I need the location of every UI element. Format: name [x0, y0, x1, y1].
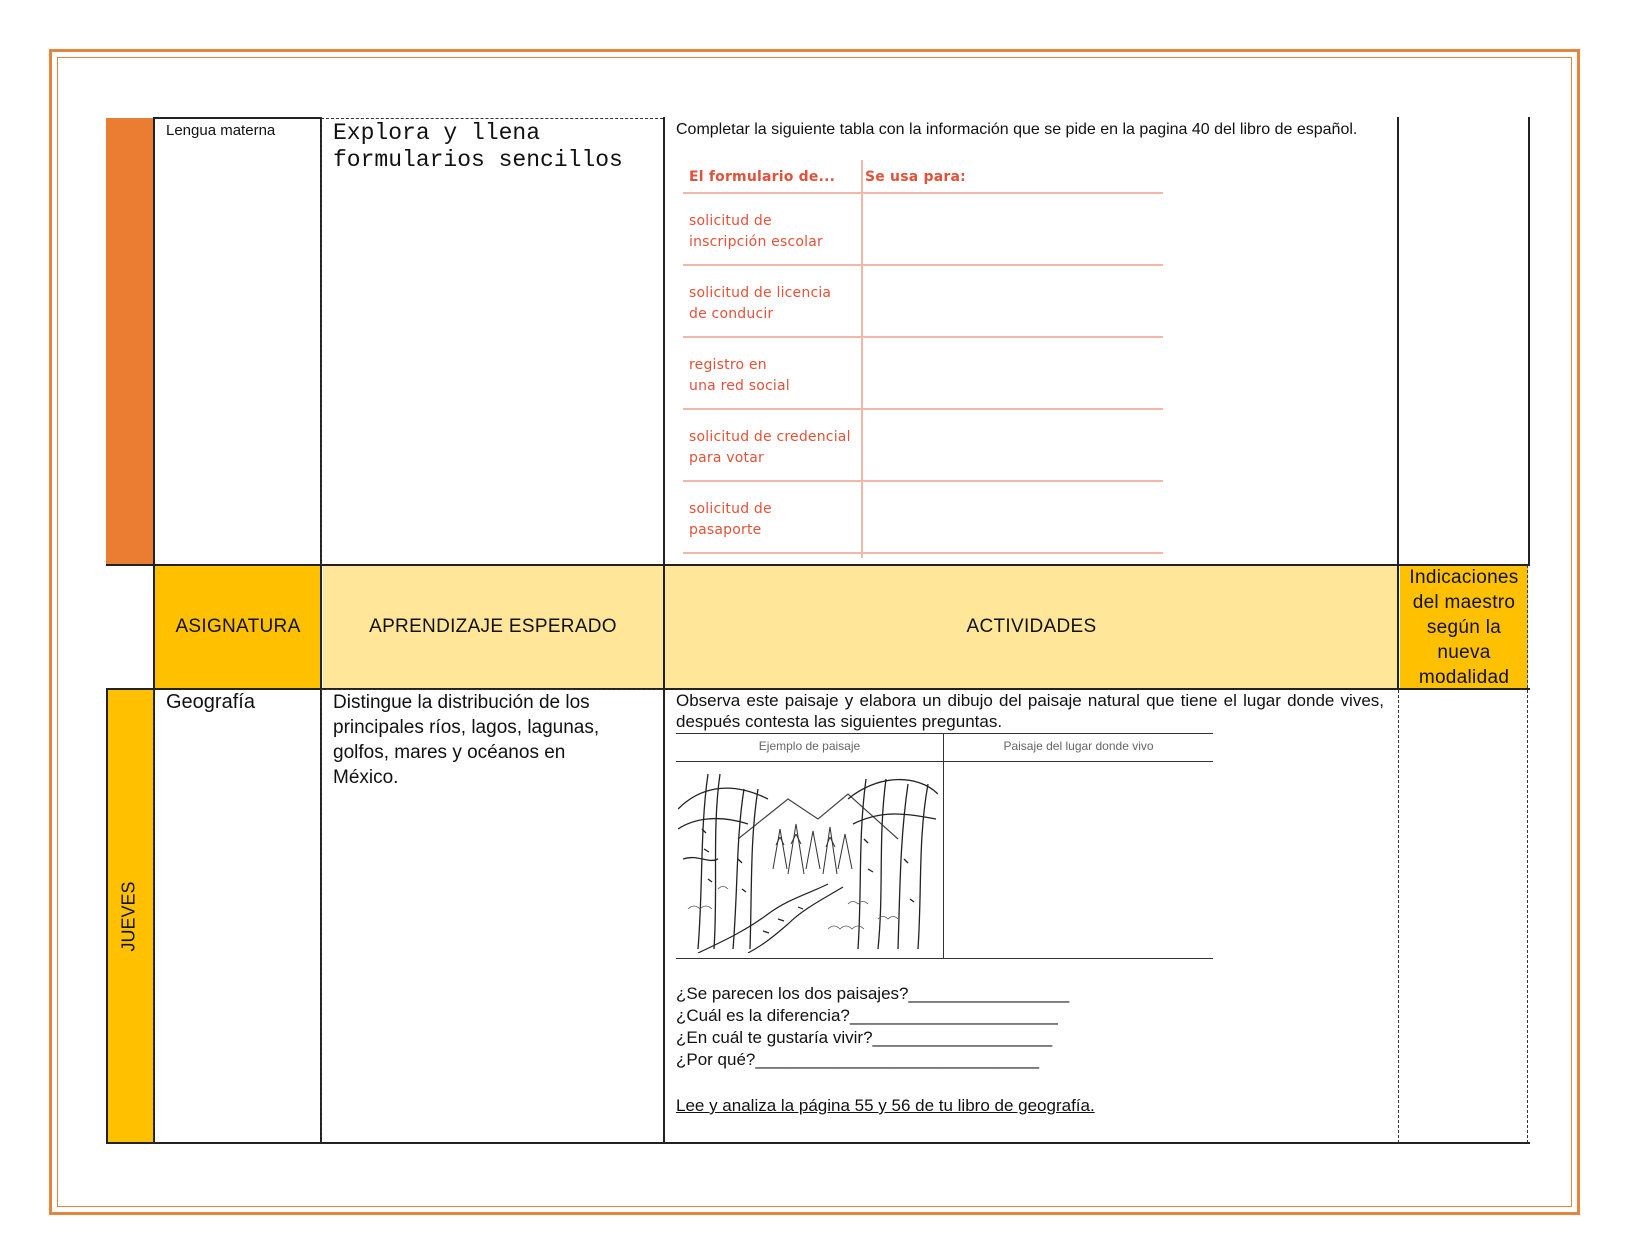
subject-geografia: Geografía	[166, 691, 255, 713]
formulario-row-3-line1: registro en	[689, 357, 767, 373]
activity-observa-paisaje: Observa este paisaje y elabora un dibujo del paisaje natural que tiene el lugar donde vives, después contesta las siguientes preguntas.	[676, 691, 1384, 731]
day-label-jueves: JUEVES	[119, 881, 139, 952]
header-actividades: ACTIVIDADES	[665, 566, 1398, 688]
formulario-row-5-line2: pasaporte	[689, 522, 762, 538]
landscape-mine-header: Paisaje del lugar donde vivo	[1003, 739, 1154, 753]
formulario-row-4-line2: para votar	[689, 450, 764, 466]
formulario-row-3-line2: una red social	[689, 378, 790, 394]
header-aprendizaje-esperado: APRENDIZAJE ESPERADO	[323, 566, 663, 688]
formulario-row-1-line1: solicitud de	[689, 213, 772, 229]
formulario-table	[683, 160, 1163, 558]
learning-explora-formularios: Explora y llena formularios sencillos	[333, 120, 623, 173]
formulario-row-2-line1: solicitud de licencia	[689, 285, 832, 301]
header-asignatura: ASIGNATURA	[155, 566, 321, 688]
question-list	[676, 983, 1196, 1071]
question-diferencia: ¿Cuál es la diferencia?______________________	[676, 1006, 1058, 1025]
reading-task: Lee y analiza la página 55 y 56 de tu libro de geografía.	[676, 1096, 1095, 1115]
activity-complete-table: Completar la siguiente tabla con la información que se pide en la pagina 40 del libro de español.	[676, 121, 1358, 138]
landscape-example-header: Ejemplo de paisaje	[758, 739, 861, 753]
question-por-que: ¿Por qué?______________________________	[676, 1050, 1040, 1069]
landscape-comparison-table	[676, 733, 1213, 959]
header-indicaciones: Indicaciones del maestro según la nueva modalidad	[1400, 566, 1528, 688]
formulario-header-col2: Se usa para:	[865, 169, 966, 185]
subject-lengua-materna: Lengua materna	[166, 122, 276, 139]
formulario-row-1-line2: inscripción escolar	[689, 234, 823, 250]
formulario-row-4-line1: solicitud de credencial	[689, 429, 851, 445]
day-band-orange	[106, 118, 153, 564]
learning-distribucion-rios: Distingue la distribución de los principales ríos, lagos, lagunas, golfos, mares y océanos en México.	[333, 692, 600, 788]
question-cual-vivir: ¿En cuál te gustaría vivir?___________________	[676, 1028, 1053, 1047]
question-se-parecen: ¿Se parecen los dos paisajes?_________________	[676, 984, 1070, 1003]
day-label-container	[106, 690, 153, 1143]
formulario-row-2-line2: de conducir	[689, 306, 774, 322]
formulario-row-5-line1: solicitud de	[689, 501, 772, 517]
forest-landscape-illustration	[678, 769, 938, 953]
formulario-header-col1: El formulario de...	[689, 169, 836, 185]
